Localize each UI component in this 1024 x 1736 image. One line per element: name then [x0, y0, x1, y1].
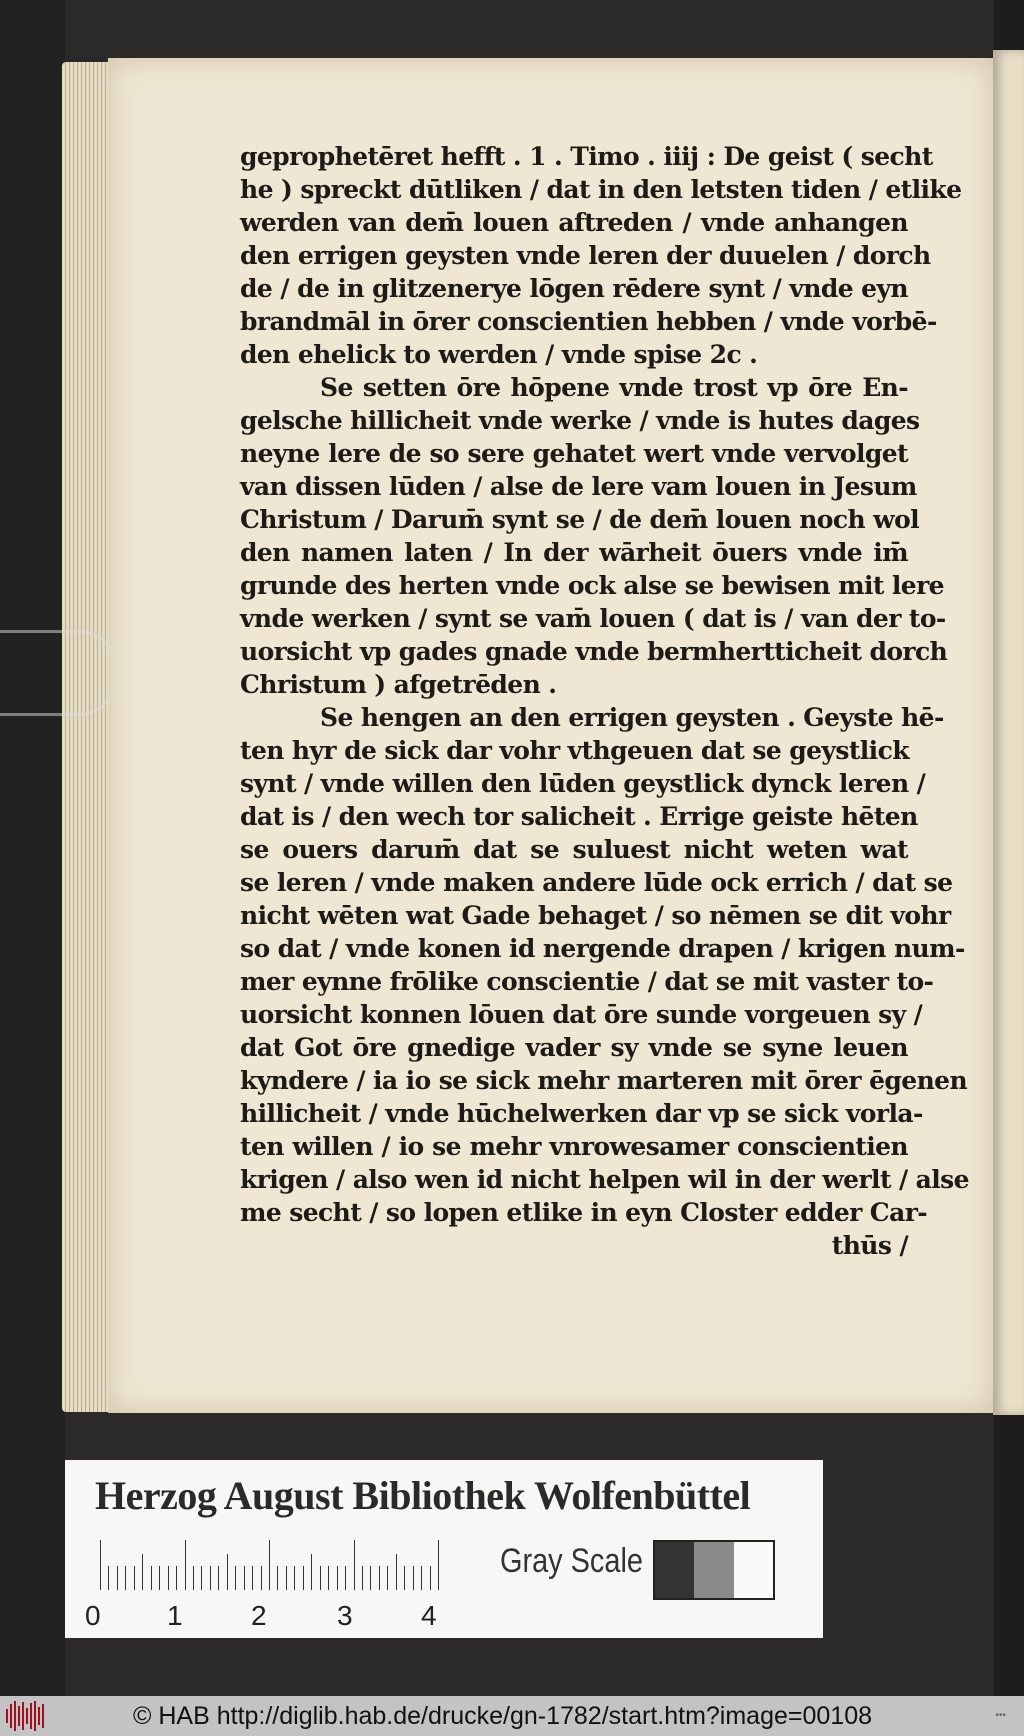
- text-line: geprophetēret hefft . 1 . Timo . iiij : De geist ( secht: [240, 142, 933, 171]
- text-line: brandmāl in ōrer conscientien hebben / vnde vorbē-: [240, 307, 937, 336]
- ruler-tick: [235, 1566, 236, 1590]
- text-line: synt / vnde willen den lūden geystlick dynck leren /: [240, 769, 926, 798]
- ruler-tick: [438, 1540, 439, 1590]
- scale-number: 1: [167, 1600, 183, 1631]
- ruler-tick: [286, 1566, 287, 1590]
- gray-scale-label: Gray Scale: [500, 1542, 643, 1580]
- text-line: vnde werken / synt se vam̄ louen ( dat is / van der to-: [240, 604, 946, 633]
- hab-logo-icon: [6, 1701, 46, 1731]
- text-line: he ) spreckt dūtliken / dat in den letsten tiden / etlike: [240, 175, 962, 204]
- ruler: [100, 1538, 475, 1590]
- text-line: van dissen lūden / alse de lere vam louen in Jesum: [240, 472, 917, 501]
- ruler-tick: [277, 1566, 278, 1590]
- gray-swatch: [655, 1542, 694, 1598]
- text-line: uorsicht konnen lōuen dat ōre sunde vorgeuen sy /: [240, 1000, 923, 1029]
- scale-number: 4: [421, 1600, 437, 1631]
- ruler-tick: [134, 1566, 135, 1590]
- ruler-tick: [269, 1540, 270, 1590]
- text-line: nicht wēten wat Gade behaget / so nēmen se dit vohr: [240, 901, 951, 930]
- ruler-tick: [320, 1566, 321, 1590]
- card-title: Herzog August Bibliothek Wolfenbüttel: [95, 1473, 751, 1518]
- facing-page-edge: [993, 50, 1024, 1415]
- text-line: Christum ) afgetrēden .: [240, 670, 557, 699]
- ruler-tick: [328, 1566, 329, 1590]
- text-line: werden van dem̄ louen aftreden / vnde anhangen: [240, 208, 908, 237]
- ruler-tick: [354, 1540, 355, 1590]
- text-line: Christum / Darum̄ synt se / de dem̄ louen noch wol: [240, 505, 920, 534]
- ruler-tick: [404, 1566, 405, 1590]
- scale-number: 3: [337, 1600, 353, 1631]
- ruler-tick: [261, 1566, 262, 1590]
- text-line: Se setten ōre hōpene vnde trost vp ōre En-: [320, 373, 908, 402]
- text-line: den errigen geysten vnde leren der duuelen / dorch: [240, 241, 931, 270]
- gray-swatches: [653, 1540, 775, 1600]
- scale-number: 2: [251, 1600, 267, 1631]
- catchword: thūs /: [831, 1231, 908, 1260]
- ruler-tick: [379, 1566, 380, 1590]
- scale-number: 0: [85, 1600, 101, 1631]
- text-line: Se hengen an den errigen geysten . Geyste hē-: [320, 703, 944, 732]
- text-line: ten willen / io se mehr vnrowesamer conscientien: [240, 1132, 908, 1161]
- ruler-tick: [337, 1566, 338, 1590]
- ruler-tick: [218, 1566, 219, 1590]
- text-line: gelsche hillicheit vnde werke / vnde is hutes dages: [240, 406, 920, 435]
- ruler-tick: [345, 1566, 346, 1590]
- text-line: hillicheit / vnde hūchelwerken dar vp se sick vorla-: [240, 1099, 923, 1128]
- text-line: grunde des herten vnde ock alse se bewisen mit lere: [240, 571, 944, 600]
- ruler-tick: [227, 1554, 228, 1590]
- copyright-link[interactable]: © HAB http://diglib.hab.de/drucke/gn-1782/start.htm?image=00108: [133, 1702, 873, 1730]
- page-text: [240, 140, 969, 1262]
- text-line: dat is / den wech tor salicheit . Errige geiste hēten: [240, 802, 918, 831]
- ruler-tick: [303, 1566, 304, 1590]
- ruler-tick: [396, 1554, 397, 1590]
- ruler-tick: [413, 1566, 414, 1590]
- ruler-tick: [311, 1554, 312, 1590]
- text-line: dat Got ōre gnedige vader sy vnde se syne leuen: [240, 1033, 908, 1062]
- ruler-tick: [387, 1566, 388, 1590]
- ruler-tick: [430, 1566, 431, 1590]
- ruler-tick: [252, 1566, 253, 1590]
- footer-bar: [0, 1696, 1024, 1736]
- page-edges: [62, 62, 112, 1412]
- text-line: kyndere / ia io se sick mehr marteren mit ōrer ēgenen: [240, 1066, 968, 1095]
- ruler-tick: [151, 1566, 152, 1590]
- more-icon[interactable]: •••: [995, 1710, 1006, 1721]
- ruler-tick: [100, 1540, 101, 1590]
- text-line: se ouers darum̄ dat se suluest nicht weten wat: [240, 835, 908, 864]
- text-line: so dat / vnde konen id nergende drapen / krigen num-: [240, 934, 965, 963]
- ruler-tick: [108, 1566, 109, 1590]
- ruler-tick: [142, 1554, 143, 1590]
- ruler-tick: [370, 1566, 371, 1590]
- ruler-tick: [125, 1566, 126, 1590]
- ruler-tick: [176, 1566, 177, 1590]
- ruler-tick: [244, 1566, 245, 1590]
- ruler-tick: [201, 1566, 202, 1590]
- text-line: se leren / vnde maken andere lūde ock errich / dat se: [240, 868, 953, 897]
- ruler-tick: [362, 1566, 363, 1590]
- text-line: ten hyr de sick dar vohr vthgeuen dat se geystlick: [240, 736, 909, 765]
- ruler-tick: [193, 1566, 194, 1590]
- color-card: [65, 1460, 823, 1638]
- text-line: me secht / so lopen etlike in eyn Closter edder Car-: [240, 1198, 928, 1227]
- text-line: den namen laten / In der wārheit ōuers vnde im̄: [240, 538, 908, 567]
- text-line: neyne lere de so sere gehatet wert vnde vervolget: [240, 439, 908, 468]
- ruler-tick: [185, 1540, 186, 1590]
- gray-swatch: [694, 1542, 733, 1598]
- ruler-tick: [294, 1566, 295, 1590]
- ruler-tick: [159, 1566, 160, 1590]
- book-strap: [0, 630, 118, 716]
- text-line: krigen / also wen id nicht helpen wil in der werlt / alse: [240, 1165, 969, 1194]
- text-line: de / de in glitzenerye lōgen rēdere synt / vnde eyn: [240, 274, 908, 303]
- text-line: uorsicht vp gades gnade vnde bermhertticheit dorch: [240, 637, 948, 666]
- ruler-tick: [117, 1566, 118, 1590]
- text-line: mer eynne frōlike conscientie / dat se mit vaster to-: [240, 967, 934, 996]
- gray-swatch: [734, 1542, 773, 1598]
- ruler-tick: [210, 1566, 211, 1590]
- ruler-tick: [168, 1566, 169, 1590]
- ruler-tick: [421, 1566, 422, 1590]
- background: [0, 0, 65, 1696]
- text-line: den ehelick to werden / vnde spise 2c .: [240, 340, 758, 369]
